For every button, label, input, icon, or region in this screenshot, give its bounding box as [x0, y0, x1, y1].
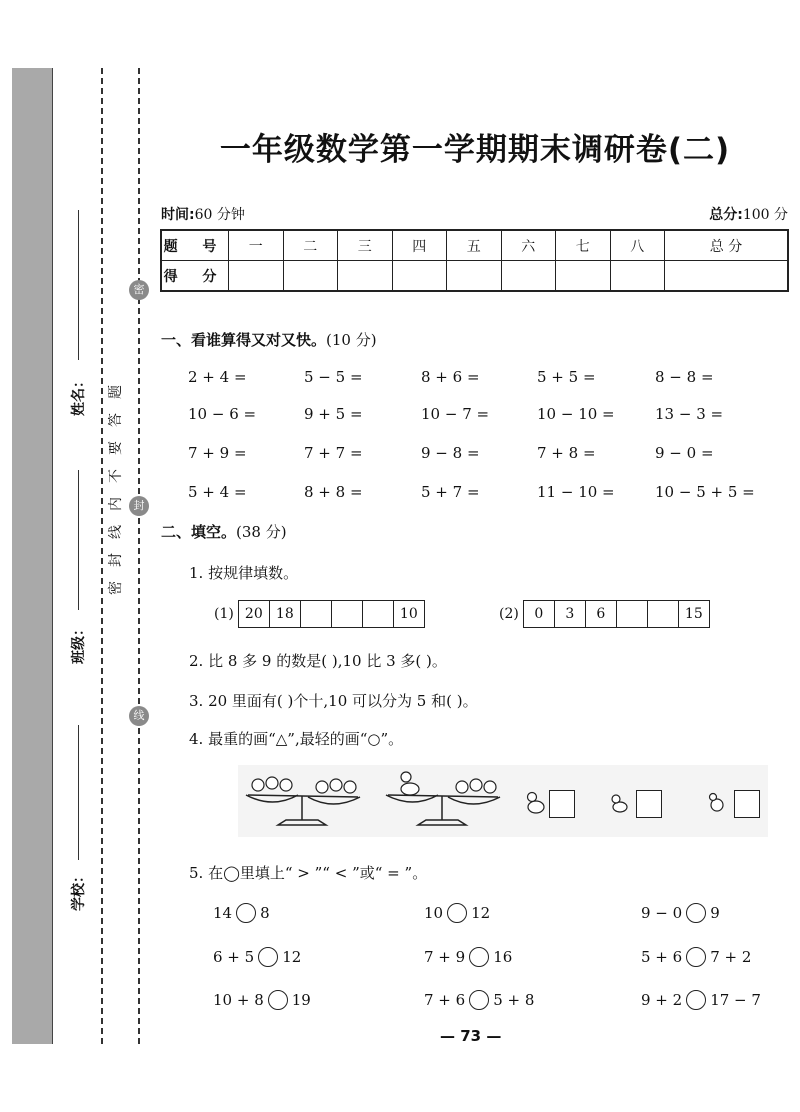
cmp-right: 8	[260, 904, 270, 922]
section1-title: 一、看谁算得又对又快。	[161, 331, 327, 349]
section2-heading	[161, 521, 287, 542]
school-field[interactable]	[64, 725, 98, 925]
q1-text: 1. 按规律填数。	[189, 564, 299, 582]
total-label: 总分:	[709, 207, 743, 223]
cmp-left: 14	[213, 904, 233, 922]
score-cell[interactable]	[501, 261, 556, 292]
calc-item: 8 + 6 =	[421, 368, 480, 386]
compare-circle[interactable]	[686, 903, 706, 923]
compare-circle[interactable]	[469, 947, 489, 967]
answer-box[interactable]	[549, 790, 575, 818]
cmp-right: 9	[710, 904, 720, 922]
notice-char: 线	[108, 525, 124, 539]
cmp-left: 9 + 2	[641, 991, 683, 1009]
section2-points: (38 分)	[236, 523, 287, 541]
cmp-right: 12	[471, 904, 491, 922]
comparison-item	[641, 990, 761, 1010]
calc-item: 13 − 3 =	[655, 405, 724, 423]
col-head: 总 分	[665, 230, 789, 261]
chick-icon	[456, 779, 496, 793]
score-cell[interactable]	[283, 261, 338, 292]
notice-char: 密	[108, 581, 124, 595]
notice-char: 不	[108, 469, 124, 483]
row-head-question: 题 号	[161, 230, 229, 261]
score-value-row	[161, 261, 788, 292]
time-value: 60 分钟	[194, 207, 245, 223]
col-head: 三	[338, 230, 393, 261]
seq-cell-blank[interactable]	[331, 601, 362, 627]
score-cell[interactable]	[556, 261, 611, 292]
seq-cell-blank[interactable]	[647, 601, 678, 627]
comparison-item	[641, 947, 751, 967]
class-underline	[78, 470, 79, 610]
calc-item: 2 + 4 =	[188, 368, 247, 386]
col-head: 二	[283, 230, 338, 261]
name-underline	[78, 210, 79, 360]
compare-circle[interactable]	[236, 903, 256, 923]
cmp-right: 5 + 8	[493, 991, 535, 1009]
page-number: — 73 —	[440, 1027, 502, 1045]
class-label: 班级：	[71, 622, 87, 664]
calc-item: 9 + 5 =	[304, 405, 363, 423]
calc-item: 5 + 4 =	[188, 483, 247, 501]
cmp-right: 16	[493, 948, 513, 966]
calc-item: 7 + 9 =	[188, 444, 247, 462]
sequence-1-label: (1)	[214, 606, 234, 622]
score-cell[interactable]	[338, 261, 393, 292]
notice-char: 要	[108, 441, 124, 455]
cmp-left: 10 + 8	[213, 991, 264, 1009]
seq-cell: 3	[554, 601, 585, 627]
calc-item: 5 − 5 =	[304, 368, 363, 386]
section1-points: (10 分)	[326, 331, 377, 349]
total-value: 100 分	[742, 207, 788, 223]
cmp-right: 17 − 7	[710, 991, 761, 1009]
cmp-left: 9 − 0	[641, 904, 683, 922]
time-label: 时间:	[161, 207, 195, 223]
compare-circle[interactable]	[258, 947, 278, 967]
seal-xian: 线	[129, 706, 149, 726]
cmp-right: 12	[282, 948, 302, 966]
q5-text: 5. 在◯里填上“ > ”“ < ”或“ = ”。	[189, 864, 428, 882]
col-head: 一	[229, 230, 284, 261]
calc-item: 10 − 6 =	[188, 405, 257, 423]
class-field[interactable]	[64, 470, 98, 690]
seq-cell-blank[interactable]	[616, 601, 647, 627]
school-label: 学校：	[71, 869, 87, 911]
row-head-score: 得 分	[161, 261, 229, 292]
comparison-item	[424, 947, 512, 967]
q2-text: 2. 比 8 多 9 的数是( ),10 比 3 多( )。	[189, 652, 447, 670]
score-cell[interactable]	[447, 261, 502, 292]
q3-text: 3. 20 里面有( )个十,10 可以分为 5 和( )。	[189, 692, 478, 710]
comparison-item	[213, 947, 301, 967]
cmp-left: 10	[424, 904, 444, 922]
seq-cell: 10	[393, 601, 424, 627]
cmp-left: 6 + 5	[213, 948, 255, 966]
compare-circle[interactable]	[447, 903, 467, 923]
cmp-left: 7 + 9	[424, 948, 466, 966]
cut-line-dashed	[138, 68, 140, 1044]
margin-line	[52, 68, 53, 1044]
section2-title: 二、填空。	[161, 523, 237, 541]
score-header-row	[161, 230, 788, 261]
compare-circle[interactable]	[686, 947, 706, 967]
comparison-item	[641, 903, 720, 923]
seq-cell: 15	[678, 601, 709, 627]
calc-item: 9 − 8 =	[421, 444, 480, 462]
sequence-2-boxes	[523, 600, 710, 628]
compare-circle[interactable]	[686, 990, 706, 1010]
calc-item: 7 + 8 =	[537, 444, 596, 462]
cut-line-dashed	[101, 68, 103, 1044]
col-head: 八	[610, 230, 665, 261]
school-underline	[78, 725, 79, 860]
sequence-1	[214, 600, 425, 628]
score-cell[interactable]	[665, 261, 789, 292]
time-info	[161, 204, 245, 224]
comparison-item	[213, 903, 270, 923]
score-table	[160, 229, 789, 292]
seal-line-notice	[108, 378, 130, 602]
calc-item: 5 + 5 =	[537, 368, 596, 386]
col-head: 六	[501, 230, 556, 261]
col-head: 七	[556, 230, 611, 261]
calc-item: 10 − 5 + 5 =	[655, 483, 755, 501]
comparison-item	[424, 990, 534, 1010]
compare-circle[interactable]	[268, 990, 288, 1010]
comparison-item	[424, 903, 490, 923]
sequence-1-boxes	[238, 600, 425, 628]
total-info	[709, 204, 788, 224]
answer-box[interactable]	[636, 790, 662, 818]
calc-item: 8 + 8 =	[304, 483, 363, 501]
balance-scales-illustration	[238, 765, 768, 837]
score-cell[interactable]	[610, 261, 665, 292]
name-label: 姓名：	[71, 374, 87, 416]
seq-cell-blank[interactable]	[362, 601, 393, 627]
seq-cell-blank[interactable]	[300, 601, 331, 627]
compare-circle[interactable]	[469, 990, 489, 1010]
name-field[interactable]	[64, 210, 98, 430]
col-head: 四	[392, 230, 447, 261]
cmp-right: 7 + 2	[710, 948, 752, 966]
calc-item: 5 + 7 =	[421, 483, 480, 501]
calc-item: 9 − 0 =	[655, 444, 714, 462]
col-head: 五	[447, 230, 502, 261]
seal-feng: 封	[129, 496, 149, 516]
notice-char: 题	[108, 385, 124, 399]
score-cell[interactable]	[392, 261, 447, 292]
calc-item: 11 − 10 =	[537, 483, 615, 501]
seal-mi: 密	[129, 280, 149, 300]
seq-cell: 6	[585, 601, 616, 627]
q4-text: 4. 最重的画“△”,最轻的画“○”。	[189, 730, 404, 748]
notice-char: 答	[108, 413, 124, 427]
answer-box[interactable]	[734, 790, 760, 818]
section1-heading	[161, 329, 377, 350]
notice-char: 封	[108, 553, 124, 567]
seq-cell: 0	[534, 606, 544, 622]
calc-item: 7 + 7 =	[304, 444, 363, 462]
sequence-2-label: (2)	[499, 606, 519, 622]
cmp-right: 19	[291, 991, 311, 1009]
binding-strip	[12, 68, 52, 1044]
calc-item: 10 − 7 =	[421, 405, 490, 423]
seq-cell: 20	[244, 606, 263, 622]
notice-char: 内	[108, 497, 124, 511]
score-cell[interactable]	[229, 261, 284, 292]
calc-item: 10 − 10 =	[537, 405, 615, 423]
sequence-2	[499, 600, 710, 628]
seq-cell: 18	[269, 601, 300, 627]
calc-item: 8 − 8 =	[655, 368, 714, 386]
comparison-item	[213, 990, 311, 1010]
cmp-left: 7 + 6	[424, 991, 466, 1009]
page-title: 一年级数学第一学期期末调研卷(二)	[219, 132, 731, 168]
cmp-left: 5 + 6	[641, 948, 683, 966]
